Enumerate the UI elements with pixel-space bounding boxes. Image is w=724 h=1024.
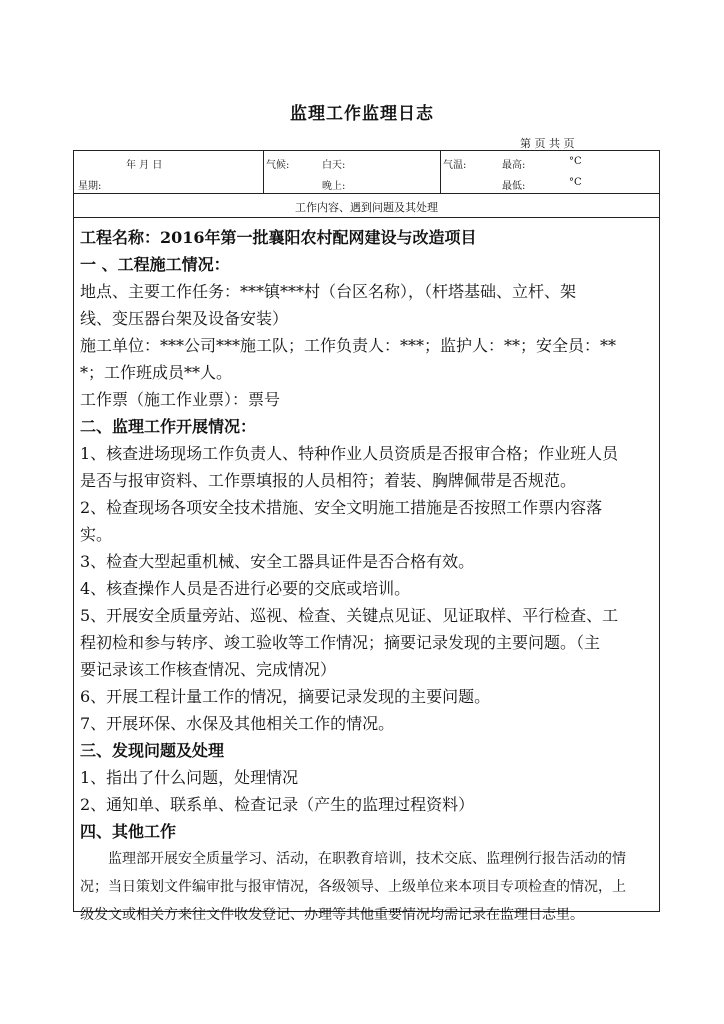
page-number-label: 第 页 共 页 (520, 137, 575, 150)
text-line: 4、核查操作人员是否进行必要的交底或培训。 (80, 579, 411, 598)
log-table (73, 150, 660, 923)
section-heading-1: 一 、工程施工情况： (80, 255, 230, 274)
row-divider (74, 217, 659, 218)
document-title: 监理工作监理日志 (290, 104, 434, 124)
text-line: 级发文或相关方来往文件收发登记、办理等其他重要情况均需记录在监理日志里。 (80, 907, 584, 923)
text-line: 监理部开展安全质量学习、活动，在职教育培训，技术交底、监理例行报告活动的情 (108, 851, 626, 867)
section-heading-3: 三、发现问题及处理 (80, 741, 225, 760)
header-divider (263, 151, 264, 193)
text-line: 5、开展安全质量旁站、巡视、检查、关键点见证、见证取样、平行检查、工 (80, 606, 619, 625)
weekday-label: 星期: (78, 181, 102, 192)
text-line: 2、检查现场各项安全技术措施、安全文明施工措施是否按照工作票内容落 (80, 498, 603, 517)
text-line: 7、开展环保、水保及其他相关工作的情况。 (80, 714, 395, 733)
temp-max-unit: °C (569, 156, 582, 167)
temp-min-label: 最低: (502, 181, 526, 192)
date-field: 年 月 日 (126, 160, 163, 171)
weather-day-label: 白天: (322, 160, 346, 171)
text-line: 况；当日策划文件编审批与报审情况，各级领导、上级单位来本项目专项检查的情况，上 (80, 879, 626, 895)
header-divider (440, 151, 441, 193)
text-line: 2、通知单、联系单、检查记录（产生的监理过程资料） (80, 795, 475, 814)
text-line: *；工作班成员**人。 (80, 363, 233, 382)
text-line: 线、变压器台架及设备安装） (80, 309, 289, 328)
log-content (80, 224, 653, 929)
project-name: 工程名称：2016年第一批襄阳农村配网建设与改造项目 (80, 228, 477, 247)
section-heading: 工作内容、遇到问题及其处理 (295, 201, 438, 214)
temp-max-label: 最高: (502, 160, 526, 171)
temperature-label: 气温: (443, 160, 467, 171)
text-line: 1、指出了什么问题，处理情况 (80, 768, 299, 787)
text-line: 要记录该工作核查情况、完成情况） (80, 660, 337, 679)
text-line: 程初检和参与转序、竣工验收等工作情况；摘要记录发现的主要问题。（主 (80, 633, 601, 652)
text-line: 施工单位：***公司***施工队；工作负责人：***；监护人：**；安全员：** (80, 336, 617, 355)
weather-night-label: 晚上: (322, 181, 346, 192)
text-line: 工作票（施工作业票）：票号 (80, 390, 281, 409)
section-heading-4: 四、其他工作 (80, 822, 177, 841)
text-line: 实。 (80, 525, 113, 544)
text-line: 6、开展工程计量工作的情况，摘要记录发现的主要问题。 (80, 687, 491, 706)
text-line: 是否与报审资料、工作票填报的人员相符；着装、胸牌佩带是否规范。 (80, 471, 577, 490)
text-line: 地点、主要工作任务：***镇***村（台区名称），（杆塔基础、立杆、架 (80, 282, 577, 301)
section-heading-2: 二、监理工作开展情况： (80, 417, 257, 436)
text-line: 3、检查大型起重机械、安全工器具证件是否合格有效。 (80, 552, 475, 571)
text-line: 1、核查进场现场工作负责人、特种作业人员资质是否报审合格；作业班人员 (80, 444, 619, 463)
weather-label: 气候: (266, 160, 290, 171)
row-divider (74, 193, 659, 194)
temp-min-unit: °C (569, 177, 582, 188)
